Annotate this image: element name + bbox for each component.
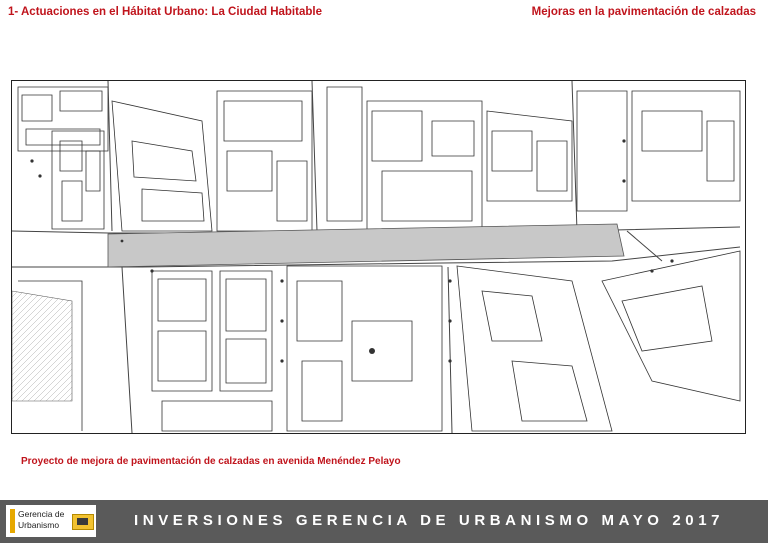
logo-bar-icon xyxy=(10,509,15,533)
street-plan-map xyxy=(11,80,746,434)
footer-title: INVERSIONES GERENCIA DE URBANISMO MAYO 2017 xyxy=(134,512,725,529)
footer-banner xyxy=(0,500,768,543)
city-emblem-icon xyxy=(72,514,94,530)
map-caption: Proyecto de mejora de pavimentación de calzadas en avenida Menéndez Pelayo xyxy=(21,456,401,467)
logo-line-1: Gerencia de xyxy=(18,509,65,519)
section-title: 1- Actuaciones en el Hábitat Urbano: La Ciudad Habitable xyxy=(8,6,322,18)
gerencia-logo xyxy=(6,505,96,537)
logo-text xyxy=(18,509,64,531)
topic-title: Mejoras en la pavimentación de calzadas xyxy=(531,6,756,18)
street-plan-drawing xyxy=(12,81,745,433)
logo-line-2: Urbanismo xyxy=(18,520,60,530)
